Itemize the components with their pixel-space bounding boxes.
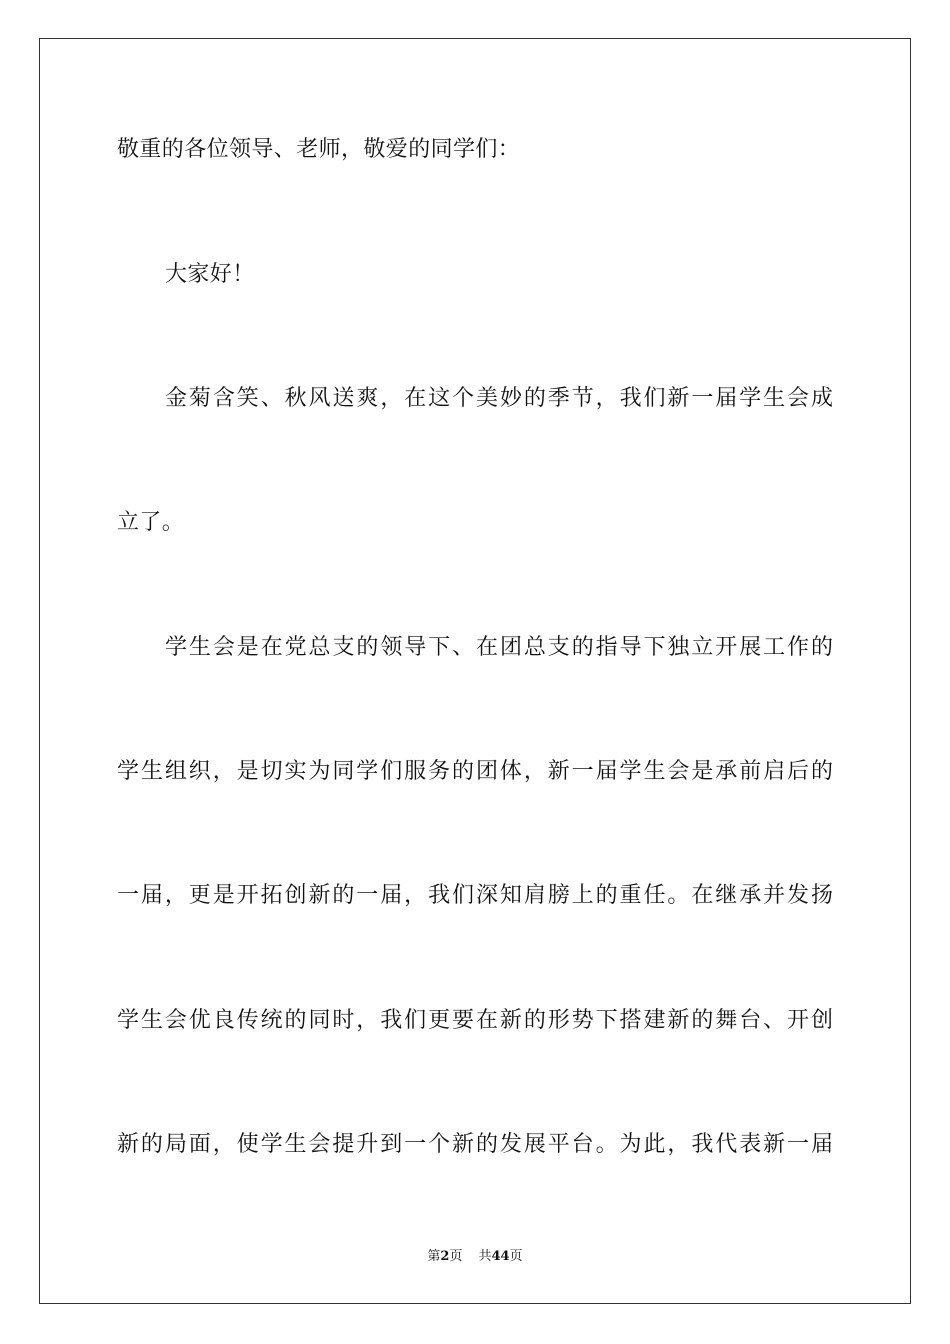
page-total: 44 — [491, 1249, 510, 1264]
page-footer — [0, 1248, 950, 1266]
total-prefix: 共 — [478, 1249, 492, 1264]
page-frame — [39, 38, 911, 1304]
paragraph-2-line-2: 学生组织，是切实为同学们服务的团体，新一届学生会是承前启后的 — [117, 759, 833, 784]
paragraph-2-line-3: 一届，更是开拓创新的一届，我们深知肩膀上的重任。在继承并发扬 — [117, 883, 833, 908]
salutation-line: 敬重的各位领导、老师，敬爱的同学们： — [117, 137, 521, 162]
total-suffix: 页 — [509, 1249, 523, 1264]
paragraph-1-line-2: 立了。 — [117, 510, 185, 535]
paragraph-2-line-1: 学生会是在党总支的领导下、在团总支的指导下独立开展工作的 — [165, 635, 833, 660]
paragraph-1-line-1: 金菊含笑、秋风送爽，在这个美妙的季节，我们新一届学生会成 — [165, 386, 833, 411]
page-current: 2 — [440, 1249, 450, 1264]
greeting-line: 大家好！ — [165, 262, 255, 287]
paragraph-2-line-4: 学生会优良传统的同时，我们更要在新的形势下搭建新的舞台、开创 — [117, 1008, 833, 1033]
page-prefix: 第 — [427, 1249, 441, 1264]
page-suffix: 页 — [449, 1249, 463, 1264]
paragraph-2-line-5: 新的局面，使学生会提升到一个新的发展平台。为此，我代表新一届 — [117, 1132, 833, 1157]
